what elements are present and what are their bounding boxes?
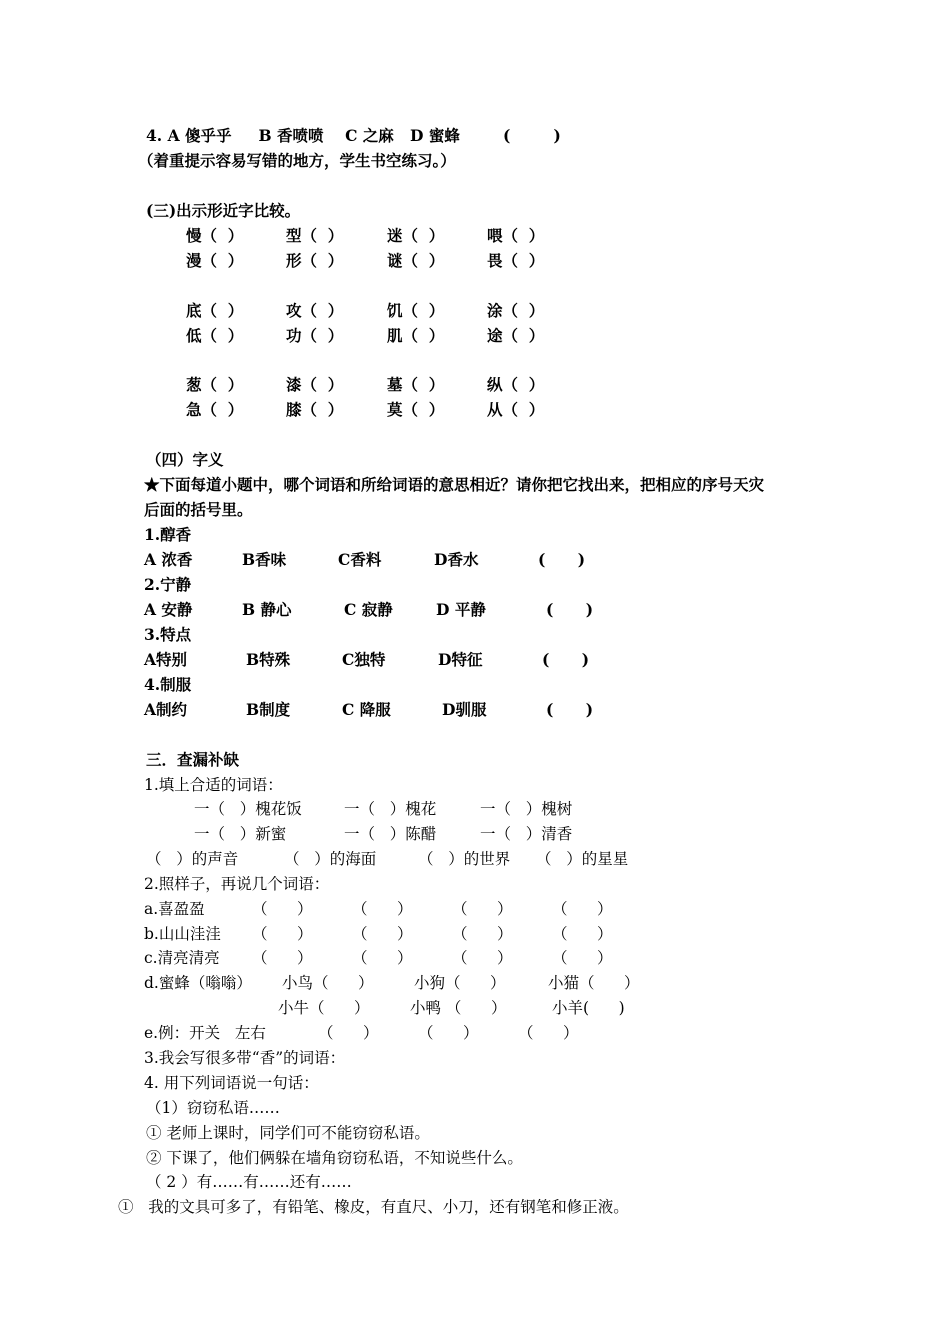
- char-item: 漫（ ）: [186, 251, 244, 270]
- fill-blank: 一（ ）陈醋: [344, 825, 437, 843]
- section-4-title: （四）字义: [146, 450, 224, 469]
- meaning-question-head: 2.宁静: [144, 575, 192, 594]
- char-item: 形（ ）: [286, 251, 344, 270]
- char-item: 急（ ）: [186, 400, 244, 419]
- char-item: 攻（ ）: [286, 301, 344, 320]
- pattern-blank: （ ）: [552, 925, 613, 943]
- pattern-example: c.清亮清亮: [144, 949, 220, 967]
- char-item: 谜（ ）: [387, 251, 445, 270]
- part-3-title: 三．查漏补缺: [146, 750, 240, 769]
- char-item: 途（ ）: [487, 326, 545, 345]
- char-item: 纵（ ）: [487, 375, 545, 394]
- pattern-blank: （ ）: [552, 949, 613, 967]
- section-3-title: (三)出示形近字比较。: [146, 201, 301, 220]
- pattern-blank: （ ）: [352, 949, 413, 967]
- meaning-question-head: 3.特点: [144, 625, 192, 644]
- section-4-instruction-line1: ★下面每道小题中，哪个词语和所给词语的意思相近？请你把它找出来，把相应的序号天灾: [144, 475, 765, 494]
- char-item: 膝（ ）: [286, 400, 344, 419]
- option: D特征: [438, 650, 483, 669]
- sentence-prompt-1: （1）窃窃私语……: [146, 1099, 280, 1117]
- animal-sound-blank: 小狗（ ）: [414, 974, 506, 992]
- char-item: 从（ ）: [487, 400, 545, 419]
- char-item: 低（ ）: [186, 326, 244, 345]
- pattern-blank: （ ）: [452, 925, 513, 943]
- sentence-example: ② 下课了，他们俩躲在墙角窃窃私语，不知说些什么。: [146, 1149, 523, 1167]
- option: D 平静: [436, 600, 486, 619]
- option: C 降服: [342, 700, 391, 719]
- option: B制度: [246, 700, 291, 719]
- option: A 浓香: [144, 550, 193, 569]
- char-item: 慢（ ）: [186, 226, 244, 245]
- char-item: 莫（ ）: [387, 400, 445, 419]
- animal-sound-blank: 小鸭 （ ）: [410, 999, 507, 1017]
- animal-sound-blank: 小羊( ): [552, 999, 625, 1017]
- pattern-blank: （ ）: [252, 900, 313, 918]
- pattern-example: b.山山洼洼: [144, 925, 221, 943]
- fill-blank: （ ）的声音: [146, 850, 239, 868]
- fill-words-title: 1.填上合适的词语：: [144, 776, 283, 794]
- answer-blank: ( ): [546, 600, 594, 619]
- char-item: 畏（ ）: [487, 251, 545, 270]
- sentence-example: ① 我的文具可多了，有铅笔、橡皮，有直尺、小刀，还有钢笔和修正液。: [118, 1198, 629, 1216]
- antonym-blank: （ ）: [518, 1024, 579, 1042]
- pattern-example: a.喜盈盈: [144, 900, 205, 918]
- pattern-example: e.例：开关 左右: [144, 1024, 266, 1042]
- pattern-blank: （ ）: [452, 900, 513, 918]
- char-item: 功（ ）: [286, 326, 344, 345]
- pattern-blank: （ ）: [352, 925, 413, 943]
- pattern-blank: （ ）: [252, 925, 313, 943]
- char-item: 漆（ ）: [286, 375, 344, 394]
- animal-sound-blank: 小牛（ ）: [278, 999, 370, 1017]
- char-item: 肌（ ）: [387, 326, 445, 345]
- option: D香水: [434, 550, 479, 569]
- fill-blank: 一（ ）槐花饭: [194, 800, 302, 818]
- answer-blank: ( ): [542, 650, 590, 669]
- meaning-question-head: 1.醇香: [144, 525, 192, 544]
- question-4-options: 4. A 傻乎乎 B 香喷喷 C 之麻 D 蜜蜂 ( ): [146, 126, 561, 145]
- meaning-question-head: 4.制服: [144, 675, 192, 694]
- animal-sound-blank: 小鸟（ ）: [282, 974, 374, 992]
- section-4-instruction-line2: 后面的括号里。: [144, 500, 253, 519]
- pattern-blank: （ ）: [252, 949, 313, 967]
- xiang-words-prompt: 3.我会写很多带“香”的词语：: [144, 1049, 346, 1067]
- option: D驯服: [442, 700, 487, 719]
- animal-sound-blank: 小猫（ ）: [548, 974, 640, 992]
- sentence-prompt-2: （ 2 ）有……有……还有……: [146, 1173, 352, 1191]
- answer-blank: ( ): [538, 550, 586, 569]
- fill-blank: （ ）的世界: [418, 850, 511, 868]
- option: C独特: [342, 650, 386, 669]
- fill-blank: 一（ ）清香: [480, 825, 573, 843]
- char-item: 喂（ ）: [487, 226, 545, 245]
- fill-blank: 一（ ）槐树: [480, 800, 573, 818]
- fill-blank: （ ）的星星: [536, 850, 629, 868]
- antonym-blank: （ ）: [418, 1024, 479, 1042]
- sentence-example: ① 老师上课时，同学们可不能窃窃私语。: [146, 1124, 430, 1142]
- fill-blank: 一（ ）新蜜: [194, 825, 287, 843]
- option: B特殊: [246, 650, 291, 669]
- fill-blank: （ ）的海面: [284, 850, 377, 868]
- pattern-blank: （ ）: [452, 949, 513, 967]
- option: A特别: [144, 650, 188, 669]
- answer-blank: ( ): [546, 700, 594, 719]
- char-item: 底（ ）: [186, 301, 244, 320]
- antonym-blank: （ ）: [318, 1024, 379, 1042]
- sentence-title: 4. 用下列词语说一句话：: [144, 1074, 319, 1092]
- char-item: 饥（ ）: [387, 301, 445, 320]
- option: A制约: [144, 700, 188, 719]
- char-item: 型（ ）: [286, 226, 344, 245]
- pattern-blank: （ ）: [552, 900, 613, 918]
- char-item: 葱（ ）: [186, 375, 244, 394]
- fill-blank: 一（ ）槐花: [344, 800, 437, 818]
- option: B 静心: [242, 600, 292, 619]
- option: C香料: [338, 550, 382, 569]
- pattern-words-title: 2.照样子，再说几个词语：: [144, 875, 330, 893]
- option: C 寂静: [344, 600, 393, 619]
- char-item: 迷（ ）: [387, 226, 445, 245]
- option: B香味: [242, 550, 287, 569]
- char-item: 墓（ ）: [387, 375, 445, 394]
- writing-hint: （着重提示容易写错的地方，学生书空练习。）: [138, 151, 456, 170]
- pattern-blank: （ ）: [352, 900, 413, 918]
- option: A 安静: [144, 600, 193, 619]
- char-item: 涂（ ）: [487, 301, 545, 320]
- pattern-example: d.蜜蜂（嗡嗡）: [144, 974, 252, 992]
